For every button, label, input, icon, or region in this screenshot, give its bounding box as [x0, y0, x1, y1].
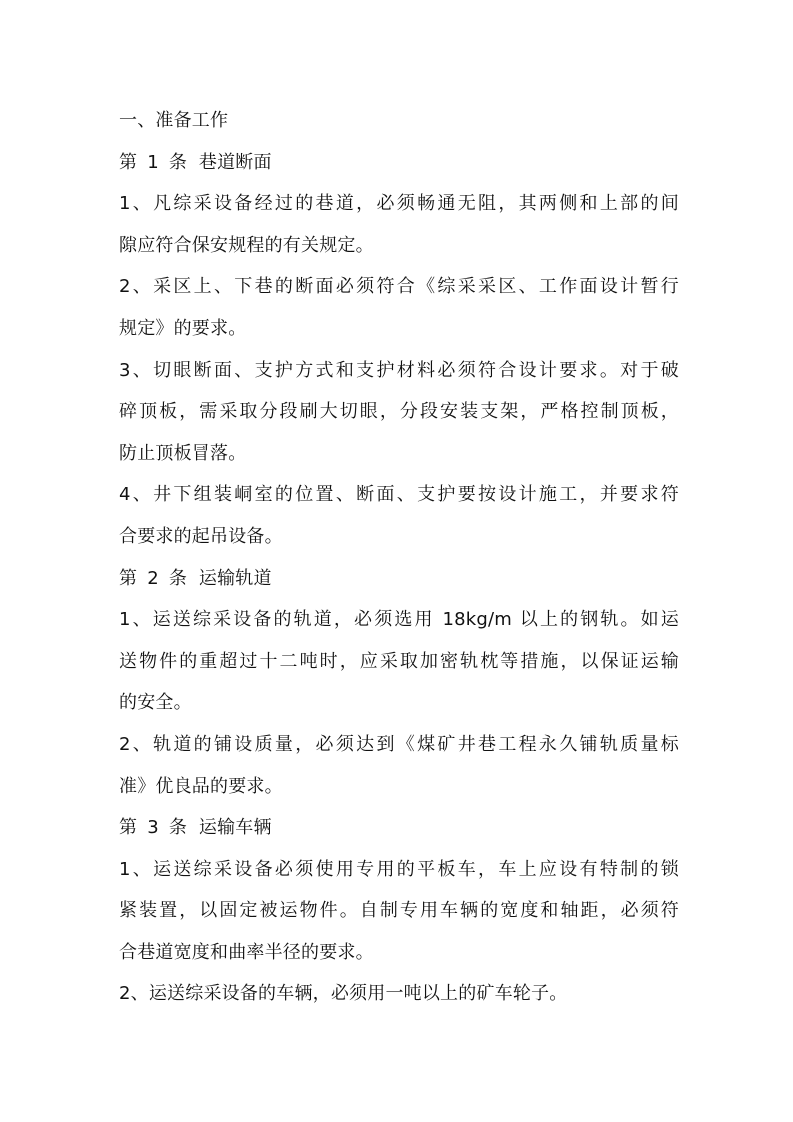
- paragraph-line: 2、运送综采设备的车辆，必须用一吨以上的矿车轮子。: [119, 983, 568, 1005]
- article-prefix: 第: [119, 567, 138, 589]
- paragraph-line: 2、采区上、下巷的断面必须符合《综采采区、工作面设计暂行: [119, 276, 679, 298]
- article-number: 2: [147, 567, 159, 589]
- paragraph-line: 2、轨道的铺设质量，必须达到《煤矿井巷工程永久铺轨质量标: [119, 733, 679, 755]
- article-number: 1: [147, 151, 159, 173]
- article-suffix: 条: [168, 567, 188, 589]
- paragraph-line: 3、切眼断面、支护方式和支护材料必须符合设计要求。对于破: [119, 359, 679, 381]
- paragraph-line: 准》优良品的要求。: [119, 775, 283, 797]
- article-title: 巷道断面: [198, 151, 272, 173]
- paragraph-line: 紧装置，以固定被运物件。自制专用车辆的宽度和轴距，必须符: [119, 900, 679, 922]
- article-suffix: 条: [168, 151, 188, 173]
- article-number: 3: [147, 817, 159, 839]
- article-heading: [119, 558, 679, 600]
- paragraph-line: 防止顶板冒落。: [119, 442, 247, 464]
- paragraph-line: 4、井下组装峒室的位置、断面、支护要按设计施工，并要求符: [119, 484, 679, 506]
- article-prefix: 第: [119, 817, 138, 839]
- article-suffix: 条: [168, 817, 188, 839]
- paragraph-line: 1、运送综采设备的轨道，必须选用 18kg/m 以上的钢轨。如运: [119, 609, 679, 631]
- paragraph-line: 1、凡综采设备经过的巷道，必须畅通无阻，其两侧和上部的间: [119, 193, 679, 215]
- paragraph-line: 合要求的起吊设备。: [119, 525, 283, 547]
- article-prefix: 第: [119, 151, 138, 173]
- document-body: [119, 100, 679, 1015]
- paragraph-line: 送物件的重超过十二吨时，应采取加密轨枕等措施，以保证运输: [119, 650, 679, 672]
- section-title: 一、准备工作: [119, 110, 229, 131]
- article-title: 运输车辆: [198, 817, 272, 839]
- paragraph-line: 碎顶板，需采取分段刷大切眼，分段安装支架，严格控制顶板，: [119, 401, 679, 423]
- paragraph-line: 隙应符合保安规程的有关规定。: [119, 234, 374, 256]
- article-heading: [119, 142, 679, 184]
- paragraph-line: 1、运送综采设备必须使用专用的平板车，车上应设有特制的锁: [119, 858, 679, 880]
- article-title: 运输轨道: [198, 567, 272, 589]
- paragraph-line: 合巷道宽度和曲率半径的要求。: [119, 941, 374, 963]
- paragraph-line: 规定》的要求。: [119, 317, 247, 339]
- article-heading: [119, 807, 679, 849]
- paragraph-line: 的安全。: [119, 692, 192, 714]
